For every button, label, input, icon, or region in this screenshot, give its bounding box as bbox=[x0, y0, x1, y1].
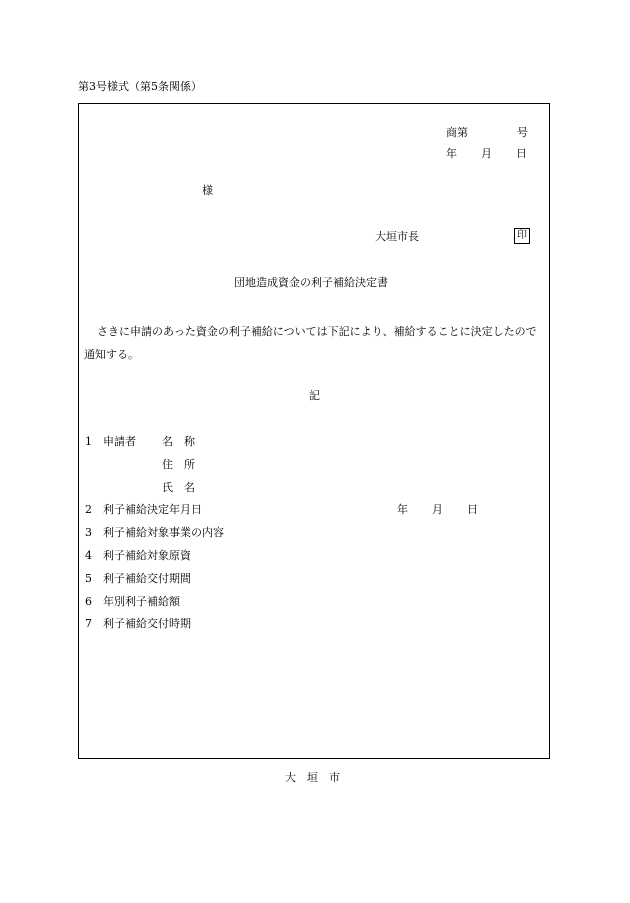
item-3-label: 利子補給対象事業の内容 bbox=[103, 526, 224, 539]
document-frame bbox=[78, 103, 550, 759]
addressee-suffix: 様 bbox=[202, 184, 213, 197]
footer-city-name: 大 垣 市 bbox=[285, 771, 340, 784]
item-6-label: 年別利子補給額 bbox=[103, 595, 180, 608]
item-2-number: 2 bbox=[85, 503, 92, 516]
item-2-label: 利子補給決定年月日 bbox=[103, 503, 202, 516]
item-1-address-field: 住 所 bbox=[162, 458, 195, 471]
issuer-title: 大垣市長 bbox=[375, 230, 419, 243]
item-4-number: 4 bbox=[85, 549, 92, 562]
item-7-label: 利子補給交付時期 bbox=[103, 617, 191, 630]
item-7-number: 7 bbox=[85, 617, 92, 630]
date-day-label: 日 bbox=[516, 147, 527, 160]
doc-number-prefix: 商第 bbox=[446, 126, 468, 139]
item-2-day: 日 bbox=[467, 503, 478, 516]
item-2-month: 月 bbox=[432, 503, 443, 516]
item-1-person-field: 氏 名 bbox=[162, 481, 195, 494]
document-title: 団地造成資金の利子補給決定書 bbox=[234, 276, 388, 289]
item-5-label: 利子補給交付期間 bbox=[103, 572, 191, 585]
item-2-year: 年 bbox=[397, 503, 408, 516]
doc-number-suffix: 号 bbox=[517, 126, 528, 139]
item-3-number: 3 bbox=[85, 526, 92, 539]
item-1-name-field: 名 称 bbox=[162, 435, 195, 448]
item-5-number: 5 bbox=[85, 572, 92, 585]
body-paragraph bbox=[84, 320, 546, 366]
date-year-label: 年 bbox=[446, 147, 457, 160]
item-4-label: 利子補給対象原資 bbox=[103, 549, 191, 562]
item-1-label: 申請者 bbox=[103, 435, 136, 448]
body-text: さきに申請のあった資金の利子補給については下記により、補給することに決定したので通知する。 bbox=[84, 325, 537, 361]
date-month-label: 月 bbox=[481, 147, 492, 160]
ki-heading: 記 bbox=[309, 389, 320, 402]
form-number-label: 第3号様式（第5条関係） bbox=[78, 80, 202, 93]
item-1-number: 1 bbox=[85, 435, 92, 448]
seal-mark: 印 bbox=[514, 228, 530, 244]
item-6-number: 6 bbox=[85, 595, 92, 608]
